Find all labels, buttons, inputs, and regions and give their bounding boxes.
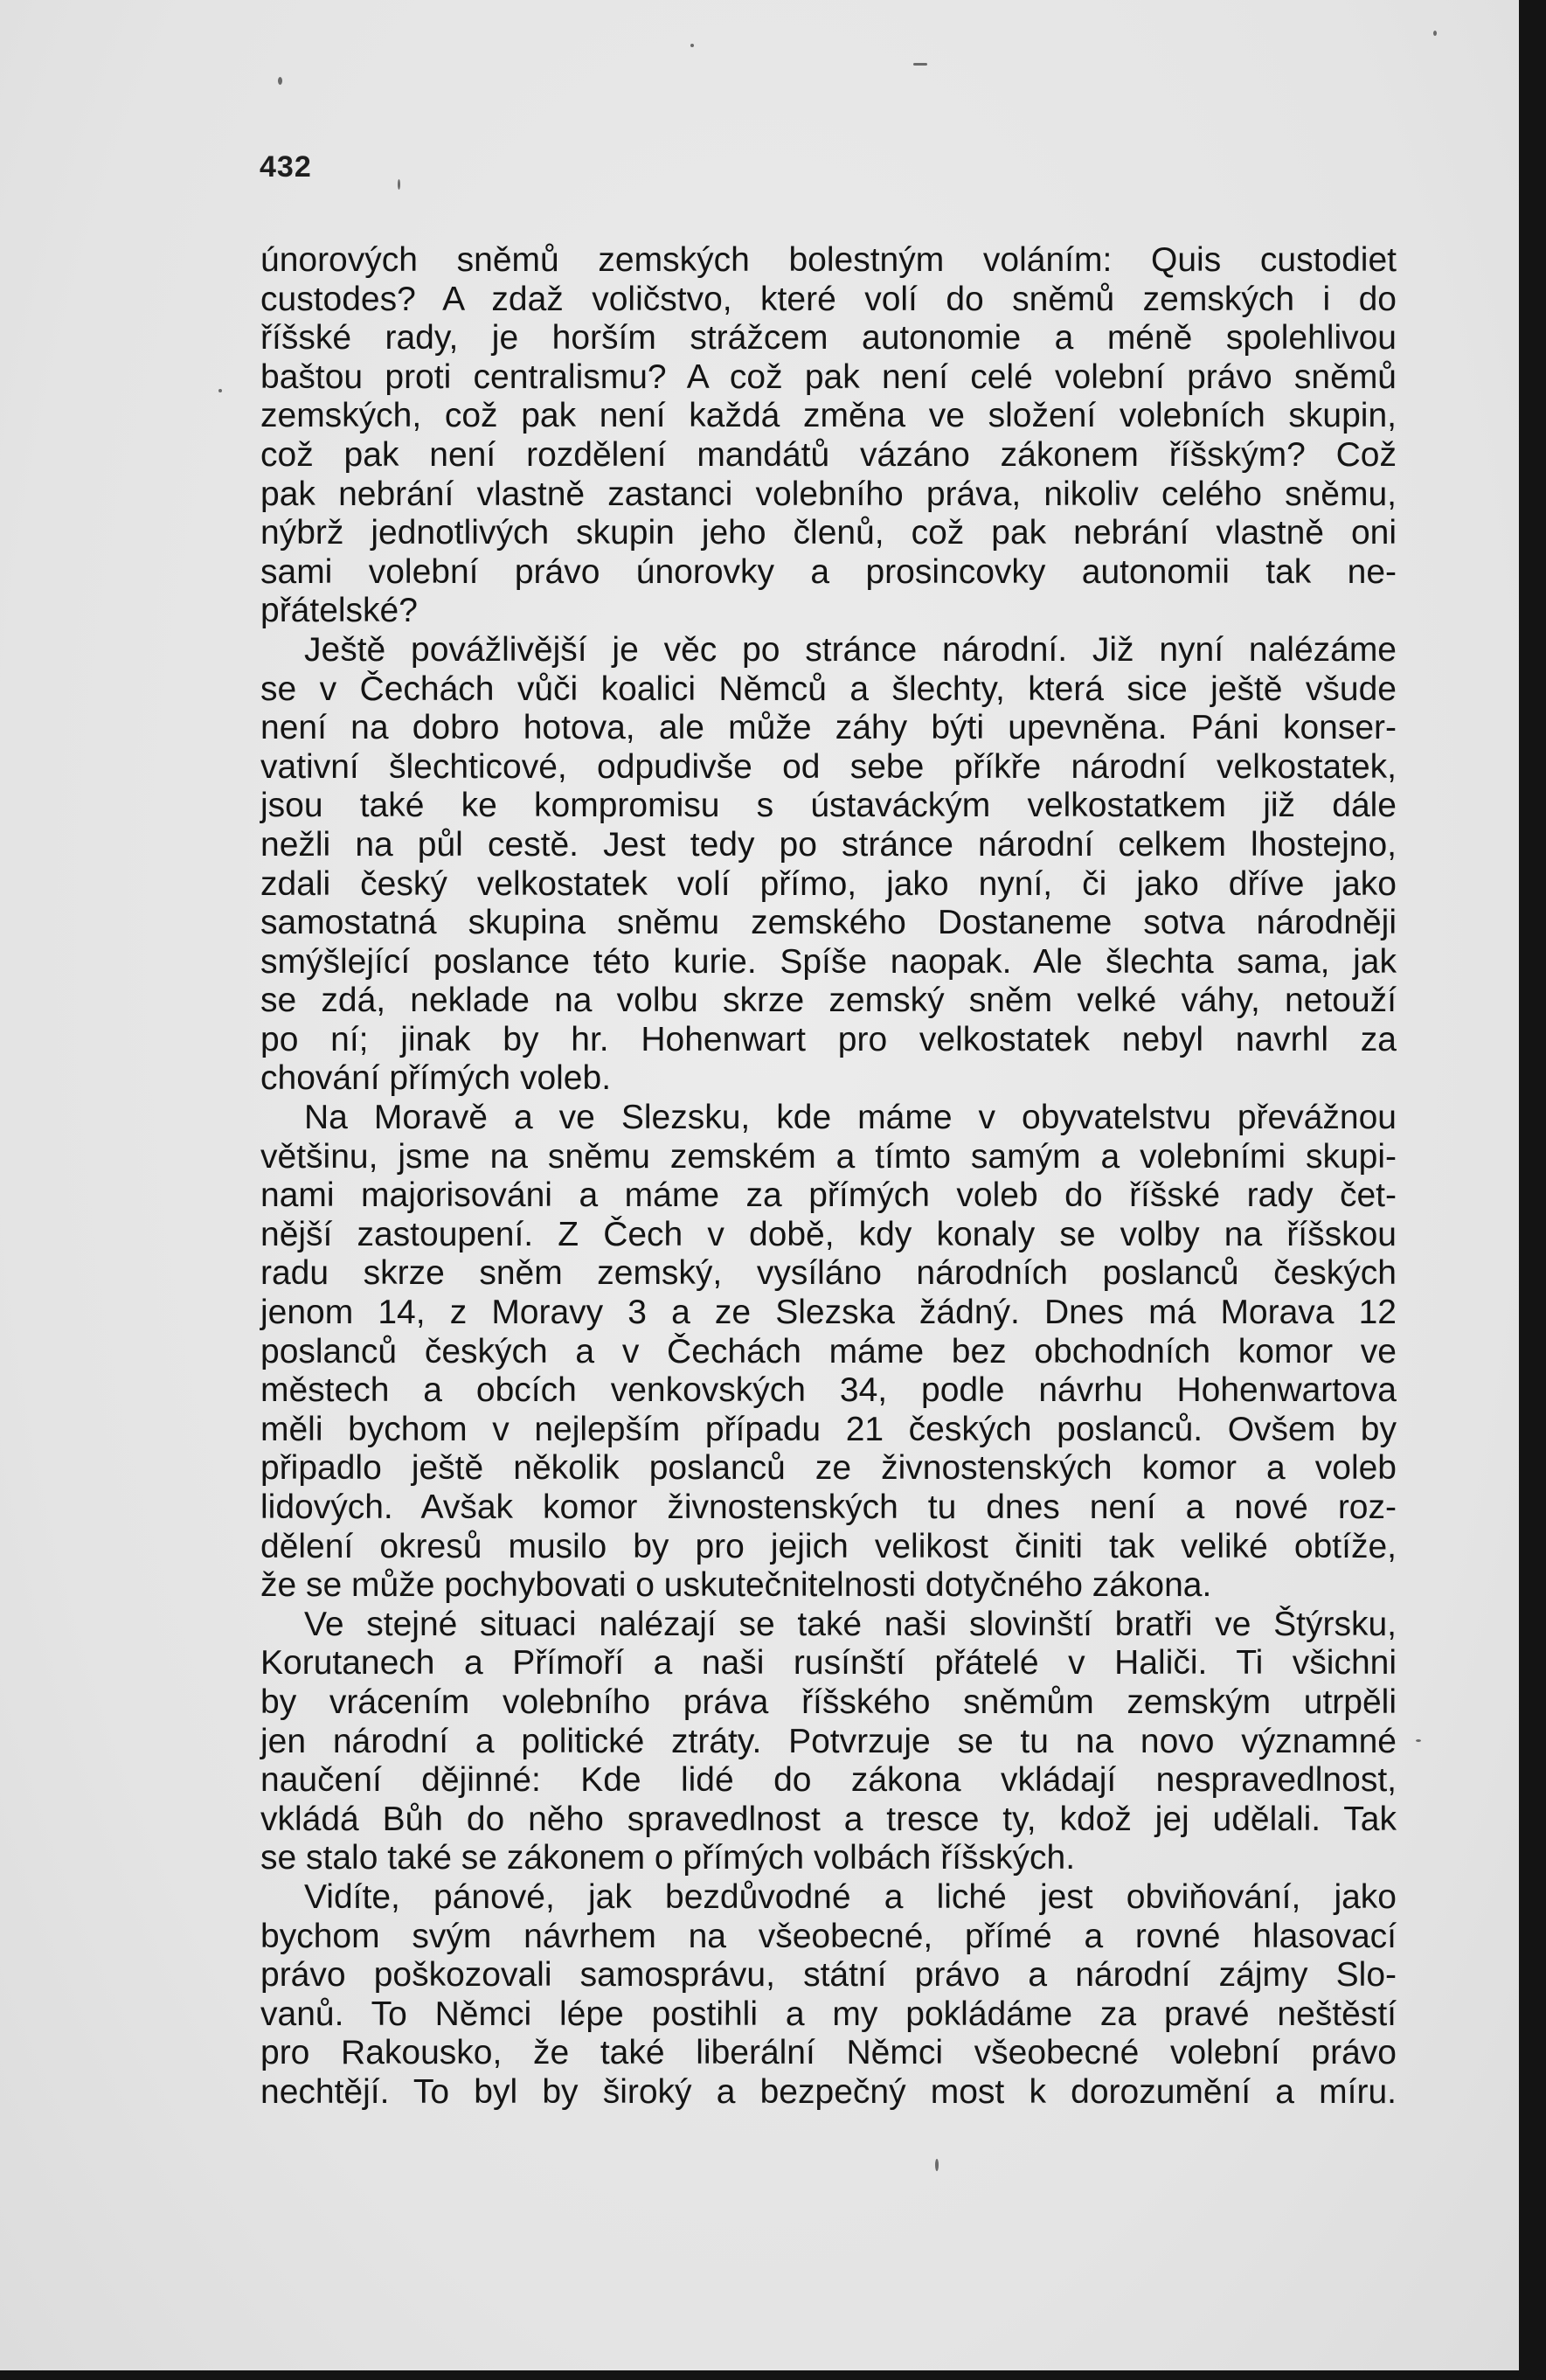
ink-speck [1433, 31, 1437, 36]
ink-speck [398, 179, 400, 190]
text-line: připadlo ještě několik poslanců ze živnostenských komor a voleb [260, 1449, 1397, 1488]
text-line: zemských, což pak není každá změna ve složení volebních skupin, [260, 397, 1397, 435]
text-line: nější zastoupení. Z Čech v době, kdy konaly se volby na říšskou [260, 1215, 1397, 1253]
ink-speck [218, 389, 222, 392]
text-line: Vidíte, pánové, jak bezdůvodné a liché jest obviňování, jako [304, 1877, 1397, 1916]
text-line: Ve stejné situaci nalézají se také naši slovinští bratři ve Štýrsku, [304, 1605, 1397, 1643]
text-line: po ní; jinak by hr. Hohenwart pro velkostatek nebyl navrhl za [260, 1020, 1397, 1058]
text-line: se stalo také se zákonem o přímých volbách říšských. [260, 1839, 1076, 1877]
text-line: nami majorisováni a máme za přímých voleb do říšské rady čet- [260, 1176, 1397, 1215]
text-line: říšské rady, je horším strážcem autonomie a méně spolehlivou [260, 319, 1397, 357]
text-line: vanů. To Němci lépe postihli a my pokládáme za pravé neštěstí [260, 1995, 1397, 2033]
ink-speck [690, 44, 694, 47]
ink-speck [935, 2159, 939, 2171]
text-line: Na Moravě a ve Slezsku, kde máme v obyvatelstvu převážnou [304, 1099, 1397, 1137]
text-line: jen národní a politické ztráty. Potvrzuje se tu na novo významné [260, 1722, 1397, 1760]
text-line: se zdá, neklade na volbu skrze zemský sněm velké váhy, netouží [260, 982, 1397, 1020]
ink-speck [1416, 1739, 1421, 1742]
text-line: přátelské? [260, 592, 418, 630]
text-line: Ještě povážlivější je věc po stránce národní. Již nyní nalézáme [304, 630, 1397, 669]
text-line: dělení okresů musilo by pro jejich velikost činiti tak veliké obtíže, [260, 1527, 1397, 1565]
text-line: pak nebrání vlastně zastanci volebního práva, nikoliv celého sněmu, [260, 475, 1397, 513]
text-line: chování přímých voleb. [260, 1059, 612, 1098]
text-line: custodes? A zdaž voličstvo, které volí do sněmů zemských i do [260, 280, 1397, 318]
text-line: nežli na půl cestě. Jest tedy po stránce národní celkem lhostejno, [260, 825, 1397, 864]
text-line: naučení dějinné: Kde lidé do zákona vkládají nespravedlnost, [260, 1761, 1397, 1800]
text-line: poslanců českých a v Čechách máme bez obchodních komor ve [260, 1332, 1397, 1370]
text-line: radu skrze sněm zemský, vysíláno národních poslanců českých [260, 1254, 1397, 1293]
text-line: měli bychom v nejlepším případu 21 českých poslanců. Ovšem by [260, 1410, 1397, 1448]
text-line: což pak není rozdělení mandátů vázáno zákonem říšským? Což [260, 435, 1397, 474]
text-line: baštou proti centralismu? A což pak není celé volební právo sněmů [260, 357, 1397, 396]
text-line: jsou také ke kompromisu s ústaváckým velkostatkem již dále [260, 787, 1397, 825]
text-line: vativní šlechticové, odpudivše od sebe příkře národní velkostatek, [260, 747, 1397, 786]
text-line: únorových sněmů zemských bolestným voláním: Quis custodiet [260, 241, 1397, 279]
body-text [260, 241, 1397, 2113]
text-line: většinu, jsme na sněmu zemském a tímto samým a volebními skupi- [260, 1137, 1397, 1176]
text-line: nýbrž jednotlivých skupin jeho členů, což pak nebrání vlastně oni [260, 514, 1397, 552]
text-line: smýšlející poslance této kurie. Spíše naopak. Ale šlechta sama, jak [260, 942, 1397, 981]
ink-speck [913, 63, 927, 66]
text-line: lidových. Avšak komor živnostenských tu dnes není a nové roz- [260, 1488, 1397, 1526]
text-line: že se může pochybovati o uskutečnitelnosti dotyčného zákona. [260, 1566, 1212, 1605]
text-line: nechtějí. To byl by široký a bezpečný most k dorozumění a míru. [260, 2072, 1397, 2111]
text-line: není na dobro hotova, ale může záhy býti upevněna. Páni konser- [260, 709, 1397, 747]
text-line: pro Rakousko, že také liberální Němci všeobecné volební právo [260, 2034, 1397, 2072]
page-number: 432 [260, 150, 312, 184]
text-line: se v Čechách vůči koalici Němců a šlechty, která sice ještě všude [260, 670, 1397, 708]
ink-speck [278, 77, 282, 85]
text-line: by vrácením volebního práva říšského sněmům zemským utrpěli [260, 1683, 1397, 1721]
text-line: sami volební právo únorovky a prosincovky autonomii tak ne- [260, 552, 1397, 591]
text-line: právo poškozovali samosprávu, státní právo a národní zájmy Slo- [260, 1956, 1397, 1995]
text-line: zdali český velkostatek volí přímo, jako nyní, či jako dříve jako [260, 864, 1397, 903]
text-line: bychom svým návrhem na všeobecné, přímé a rovné hlasovací [260, 1917, 1397, 1955]
text-line: Korutanech a Přímoří a naši rusínští přátelé v Haliči. Ti všichni [260, 1644, 1397, 1683]
text-line: samostatná skupina sněmu zemského Dostaneme sotva národněji [260, 904, 1397, 942]
text-line: vkládá Bůh do něho spravedlnost a tresce ty, kdož jej udělali. Tak [260, 1800, 1397, 1838]
text-line: jenom 14, z Moravy 3 a ze Slezska žádný. Dnes má Morava 12 [260, 1294, 1397, 1332]
text-line: městech a obcích venkovských 34, podle návrhu Hohenwartova [260, 1371, 1397, 1410]
